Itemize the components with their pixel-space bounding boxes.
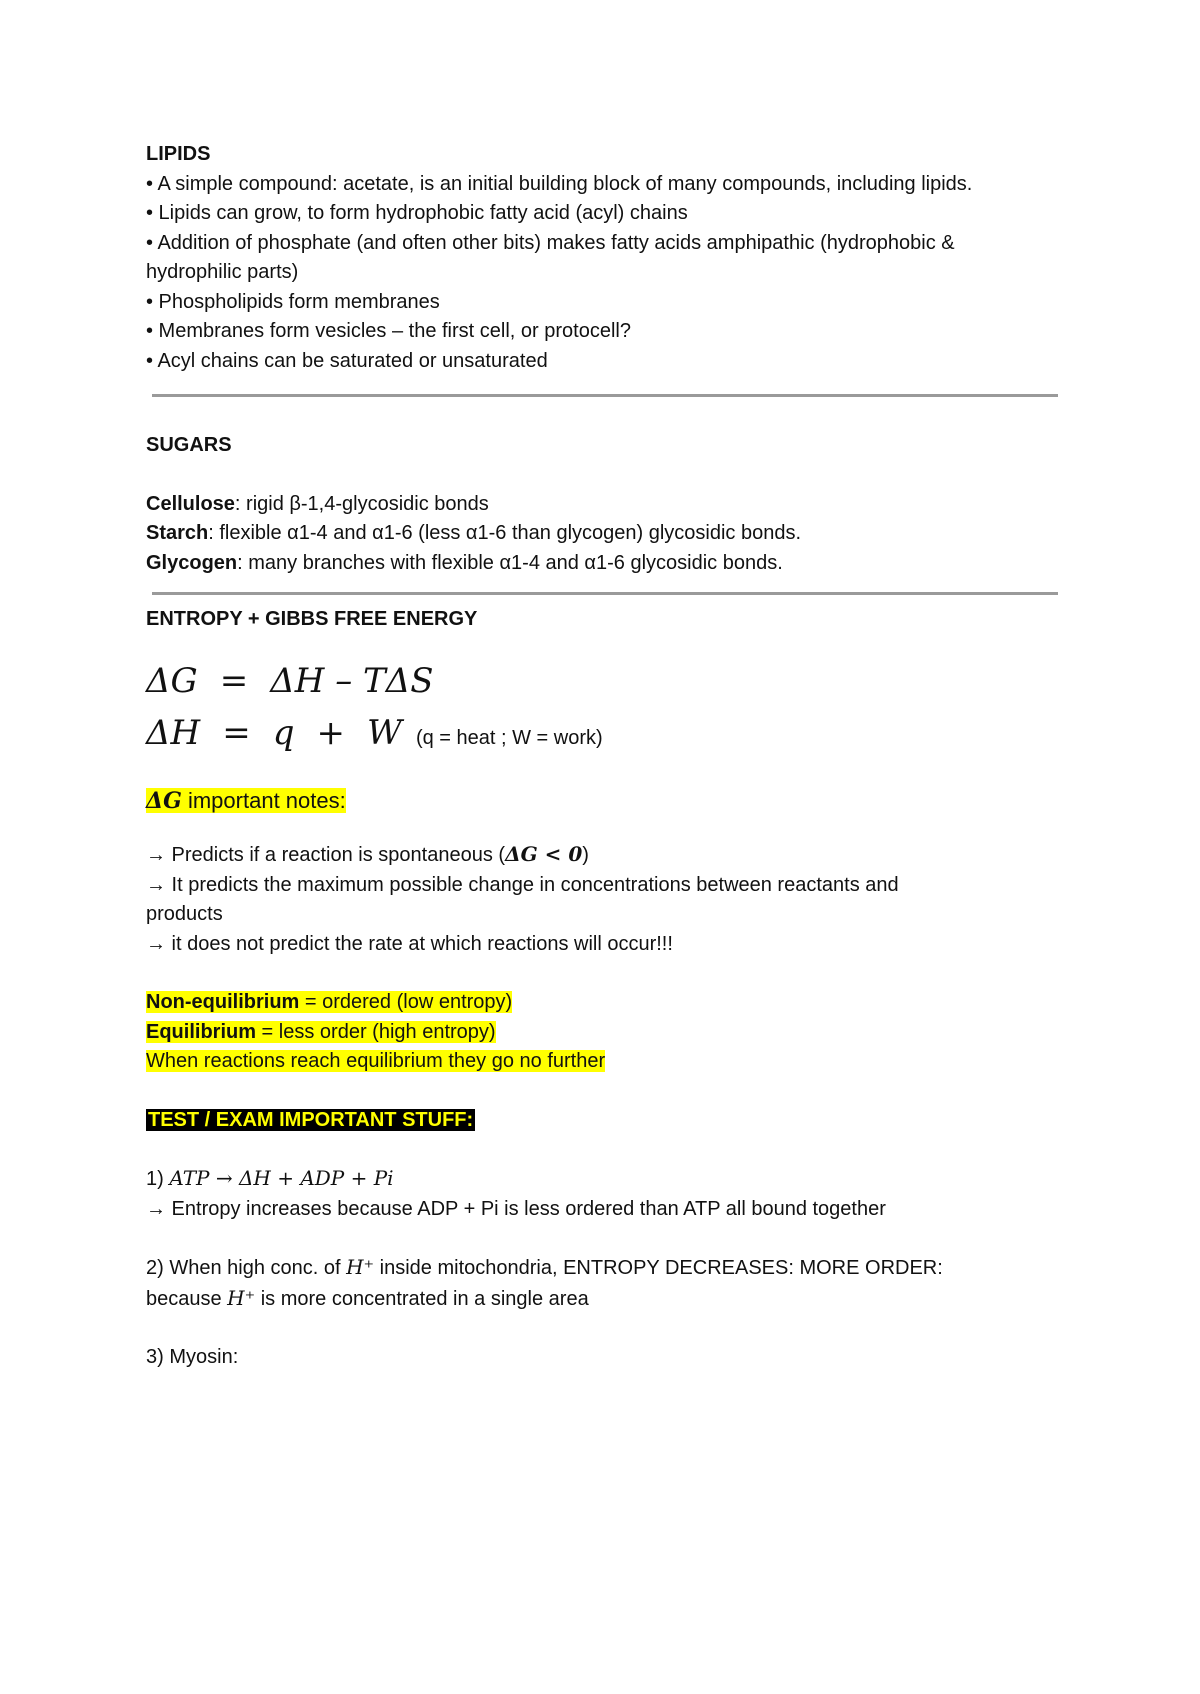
eq-lhs: ΔH	[146, 712, 201, 753]
arrow-note	[146, 840, 1066, 871]
arrow-note-text: → Predicts if a reaction is spontaneous (	[146, 844, 506, 866]
arrow-note: → it does not predict the rate at which reactions will occur!!!	[146, 932, 673, 955]
equilibrium-note: When reactions reach equilibrium they go no further	[146, 1050, 606, 1072]
lipids-bullet: • Lipids can grow, to form hydrophobic fatty acid (acyl) chains	[146, 202, 688, 224]
exam-heading: TEST / EXAM IMPORTANT STUFF:	[148, 1108, 474, 1131]
eq-op: =	[222, 712, 251, 753]
exam-heading-line	[146, 1106, 1066, 1136]
lipids-bullet: • Acyl chains can be saturated or unsaturated	[146, 349, 548, 372]
equilibrium-line	[146, 1018, 1066, 1048]
state-term: Non-equilibrium	[146, 991, 300, 1013]
equilibrium-note-line	[146, 1047, 1066, 1077]
sugars-heading: SUGARS	[146, 434, 232, 456]
sugar-desc: : many branches with flexible α1-4 and α1-6 glycosidic bonds.	[237, 551, 783, 574]
lipids-bullet-continued: hydrophilic parts)	[146, 261, 299, 283]
highlight	[146, 1021, 496, 1043]
exam-item-2-continued	[146, 1284, 1066, 1315]
gibbs-notes-highlight	[146, 788, 346, 813]
state-desc: = less order (high entropy)	[256, 1020, 496, 1043]
eq-term-w: W	[366, 712, 402, 753]
item-prefix: 1)	[146, 1168, 170, 1190]
sugar-item-glycogen	[146, 549, 1066, 579]
arrow-note-end: )	[582, 844, 589, 866]
enthalpy-equation	[146, 707, 1066, 764]
gibbs-equation	[146, 655, 1066, 707]
exam-item-3: 3) Myosin:	[146, 1346, 239, 1368]
item-text: is more concentrated in a single area	[255, 1287, 589, 1310]
proton-symbol: H⁺	[227, 1285, 256, 1310]
entropy-heading: ENTROPY + GIBBS FREE ENERGY	[146, 608, 478, 630]
state-term: Equilibrium	[146, 1020, 256, 1043]
gibbs-notes-label	[146, 786, 1066, 817]
notes-label-text: important notes:	[181, 787, 346, 813]
item-text: because	[146, 1287, 228, 1310]
delta-g-symbol: ΔG	[146, 787, 182, 814]
proton-symbol: H⁺	[346, 1255, 375, 1279]
eq-plus: +	[316, 712, 345, 753]
sugar-term: Starch	[146, 522, 209, 544]
lipids-bullet: • Membranes form vesicles – the first cell, or protocell?	[146, 320, 631, 342]
item-text: inside mitochondria, ENTROPY DECREASES: MORE ORDER:	[374, 1257, 943, 1279]
exam-item-2	[146, 1253, 1066, 1284]
eq-rhs: ΔH – TΔS	[270, 660, 434, 701]
non-equilibrium-line	[146, 988, 1066, 1018]
lipids-bullet: • A simple compound: acetate, is an initial building block of many compounds, including lipids.	[146, 172, 973, 195]
sugar-item-cellulose	[146, 490, 1066, 520]
eq-note: (q = heat ; W = work)	[415, 726, 603, 749]
eq-op: =	[219, 660, 249, 701]
eq-lhs: ΔG	[146, 660, 198, 701]
highlight	[146, 991, 512, 1013]
lipids-bullet: • Addition of phosphate (and often other bits) makes fatty acids amphipathic (hydrophobic &	[146, 231, 955, 254]
sugar-item-starch	[146, 519, 1066, 549]
exam-item-1-explain: → Entropy increases because ADP + Pi is less ordered than ATP all bound together	[146, 1197, 886, 1220]
atp-equation: ATP → ΔH + ADP + Pi	[169, 1166, 394, 1190]
sugar-term: Cellulose	[146, 492, 235, 515]
lipids-heading: LIPIDS	[146, 143, 211, 165]
sugar-desc: : flexible α1-4 and α1-6 (less α1-6 than glycogen) glycosidic bonds.	[208, 522, 802, 544]
item-text: 2) When high conc. of	[146, 1257, 347, 1279]
arrow-note: → It predicts the maximum possible change in concentrations between reactants and	[146, 873, 899, 896]
eq-term-q: q	[272, 712, 295, 753]
arrow-note-continued: products	[146, 903, 223, 925]
state-desc: = ordered (low entropy)	[299, 991, 513, 1013]
sugar-desc: : rigid β-1,4-glycosidic bonds	[234, 492, 489, 515]
lipids-bullet: • Phospholipids form membranes	[146, 290, 440, 313]
sugar-term: Glycogen	[146, 551, 238, 574]
spontaneous-condition: ΔG < 0	[505, 842, 583, 866]
document-page	[146, 140, 1066, 1373]
exam-item-1	[146, 1164, 1066, 1195]
